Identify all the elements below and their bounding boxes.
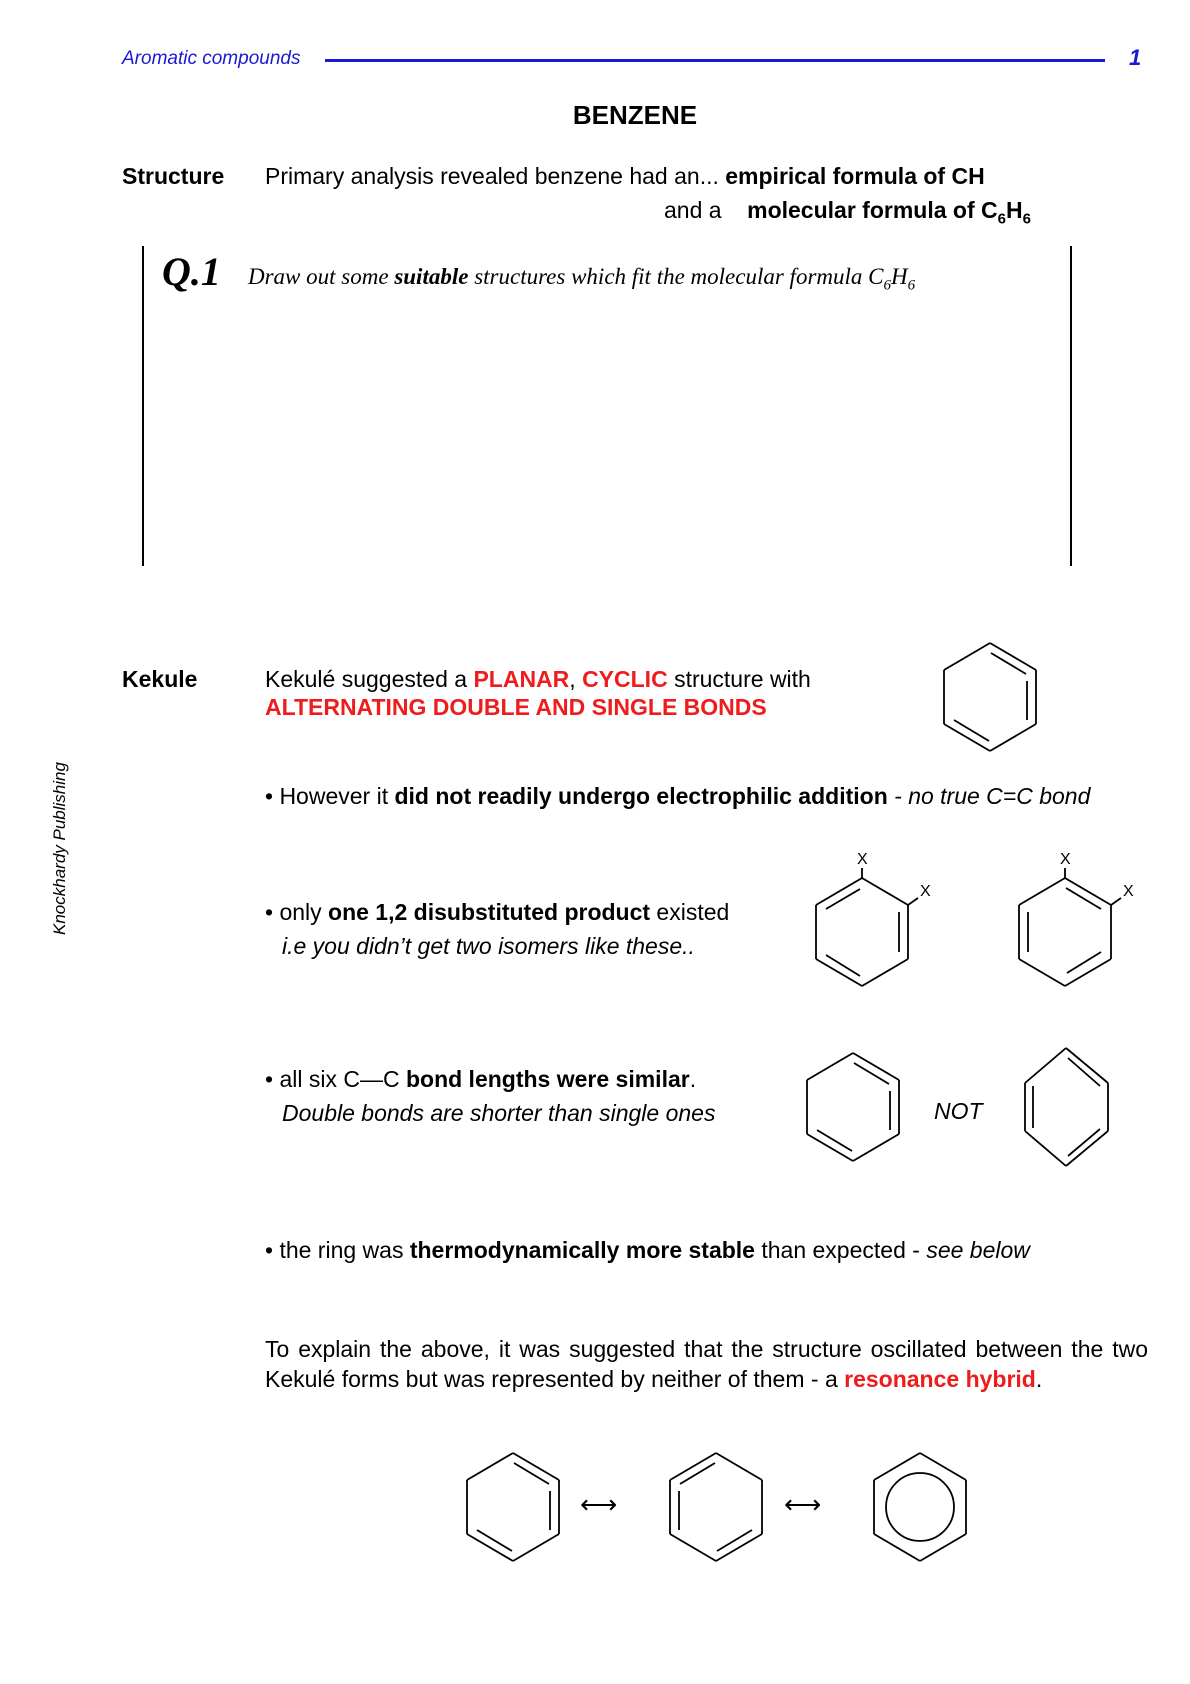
- structure-line-2-text: and a: [664, 197, 722, 223]
- isomer-structure-2: [1013, 848, 1153, 978]
- molecular-formula: molecular formula of $C_6H_6$: [747, 197, 1031, 228]
- structure-line-1-text: Primary analysis revealed benzene had an...: [265, 163, 719, 189]
- kekule-label: Kekule: [122, 666, 198, 692]
- point-one-product-note: i.e you didn’t get two isomers like these..: [282, 933, 695, 959]
- side-publisher-label: Knockhardy Publishing: [50, 762, 69, 935]
- planar-term: PLANAR: [473, 666, 570, 692]
- distorted-hexagon-structure: [1022, 1045, 1112, 1170]
- kekule-form-2: [668, 1450, 768, 1565]
- cyclic-term: CYCLIC: [582, 666, 668, 692]
- answer-box-left-border: [142, 246, 144, 566]
- kekule-form-1: [465, 1450, 565, 1565]
- not-label: NOT: [934, 1098, 983, 1124]
- page-title: BENZENE: [572, 100, 698, 130]
- kekule-benzene-structure: [940, 640, 1040, 755]
- point-stability: • the ring was thermodynamically more stable than expected - see below: [265, 1237, 1030, 1263]
- kekule-line-1: Kekulé suggested a PLANAR, CYCLIC structure with: [265, 666, 811, 692]
- answer-box-right-border: [1070, 246, 1072, 566]
- substituent-x-label: X: [857, 851, 868, 868]
- structure-line-2: [664, 197, 1031, 228]
- resonance-hybrid-structure: [872, 1450, 972, 1565]
- substituent-x-label: X: [920, 883, 931, 900]
- substituent-x-label: X: [1060, 851, 1071, 868]
- kekule-line-2: ALTERNATING DOUBLE AND SINGLE BONDS: [265, 694, 767, 720]
- resonance-paragraph: To explain the above, it was suggested that the structure oscillated between the two Kekulé forms but was represented by neither of them - a resonance hybrid.: [265, 1336, 1148, 1392]
- page-number: 1: [1129, 45, 1142, 70]
- structure-label: Structure: [122, 163, 225, 189]
- structure-line-1: [265, 163, 985, 190]
- resonance-arrow: ⟷: [784, 1489, 822, 1519]
- point-one-product: • only one 1,2 disubstituted product existed: [265, 899, 730, 925]
- question-number: Q.1: [162, 249, 221, 294]
- resonance-hybrid-term: resonance hybrid: [844, 1366, 1036, 1392]
- empirical-formula: empirical formula of CH: [725, 163, 985, 189]
- header-rule: [325, 59, 1105, 62]
- point-no-addition: • However it did not readily undergo electrophilic addition - no true C=C bond: [265, 783, 1091, 809]
- regular-hexagon-structure: [805, 1050, 905, 1165]
- isomer-structure-1: [810, 848, 950, 978]
- point-bond-lengths-note: Double bonds are shorter than single ones: [282, 1100, 716, 1126]
- header-title: Aromatic compounds: [122, 48, 301, 69]
- question-text: Draw out some suitable structures which fit the molecular formula $C_6H_6$: [248, 264, 916, 294]
- point-bond-lengths: • all six C—C bond lengths were similar.: [265, 1066, 697, 1092]
- resonance-arrow: ⟷: [580, 1489, 618, 1519]
- substituent-x-label: X: [1123, 883, 1134, 900]
